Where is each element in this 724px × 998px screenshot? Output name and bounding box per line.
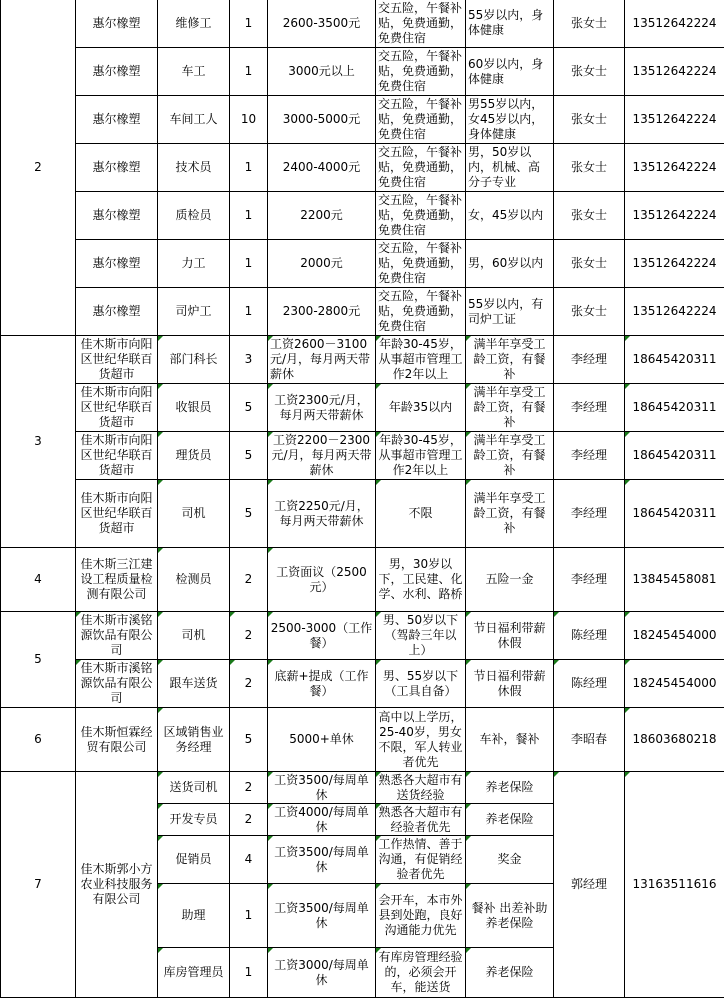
salary-cell: 底薪+提成（工作餐）	[268, 660, 376, 708]
group-number: 3	[1, 336, 76, 548]
contact-cell: 张女士	[554, 0, 625, 48]
position-cell: 区域销售业务经理	[158, 708, 230, 772]
benefit-cell: 交五险，午餐补贴，免费通勤，免费住宿	[376, 48, 466, 96]
benefit-cell: 满半年享受工龄工资，有餐补	[466, 432, 554, 480]
salary-cell: 2300-2800元	[268, 288, 376, 336]
salary-cell: 3000-5000元	[268, 96, 376, 144]
company-cell: 佳木斯郭小方农业科技服务有限公司	[76, 772, 158, 998]
salary-cell: 2000元	[268, 240, 376, 288]
company-cell: 惠尔橡塑	[76, 48, 158, 96]
position-cell: 助理	[158, 884, 230, 948]
requirement-cell: 男、50岁以下（驾龄三年以上）	[376, 612, 466, 660]
requirement-cell: 60岁以内，身体健康	[466, 48, 554, 96]
benefit-cell: 满半年享受工龄工资，有餐补	[466, 336, 554, 384]
contact-cell: 李经理	[554, 432, 625, 480]
position-cell: 库房管理员	[158, 948, 230, 998]
phone-cell: 18245454000	[625, 612, 724, 660]
phone-cell: 18245454000	[625, 660, 724, 708]
count-cell: 5	[230, 708, 268, 772]
company-cell: 佳木斯市向阳区世纪华联百货超市	[76, 480, 158, 548]
requirement-cell: 不限	[376, 480, 466, 548]
benefit-cell: 节日福利带薪休假	[466, 612, 554, 660]
benefit-cell: 养老保险	[466, 948, 554, 998]
position-cell: 力工	[158, 240, 230, 288]
salary-cell: 工资3500/每周单休	[268, 772, 376, 804]
requirement-cell: 男、55岁以下（工具自备）	[376, 660, 466, 708]
count-cell: 2	[230, 772, 268, 804]
company-cell: 佳木斯市向阳区世纪华联百货超市	[76, 336, 158, 384]
benefit-cell: 五险一金	[466, 548, 554, 612]
phone-cell: 13512642224	[625, 240, 724, 288]
phone-cell: 13512642224	[625, 192, 724, 240]
phone-cell: 18645420311	[625, 384, 724, 432]
position-cell: 车间工人	[158, 96, 230, 144]
position-cell: 部门科长	[158, 336, 230, 384]
position-cell: 车工	[158, 48, 230, 96]
requirement-cell: 有库房管理经验的，必须会开车，能送货	[376, 948, 466, 998]
salary-cell: 2400-4000元	[268, 144, 376, 192]
company-cell: 惠尔橡塑	[76, 192, 158, 240]
phone-cell: 13512642224	[625, 48, 724, 96]
benefit-cell: 养老保险	[466, 804, 554, 836]
contact-cell: 张女士	[554, 96, 625, 144]
count-cell: 10	[230, 96, 268, 144]
company-cell: 佳木斯市溪铭源饮品有限公司	[76, 612, 158, 660]
salary-cell: 工资3500/每周单休	[268, 884, 376, 948]
requirement-cell: 男55岁以内，女45岁以内，身体健康	[466, 96, 554, 144]
contact-cell: 李昭春	[554, 708, 625, 772]
phone-cell: 18645420311	[625, 480, 724, 548]
count-cell: 5	[230, 384, 268, 432]
benefit-cell: 养老保险	[466, 772, 554, 804]
contact-cell: 张女士	[554, 48, 625, 96]
salary-cell: 工资2200－2300元/月，每月两天带薪休	[268, 432, 376, 480]
position-cell: 技术员	[158, 144, 230, 192]
position-cell: 促销员	[158, 836, 230, 884]
benefit-cell: 奖金	[466, 836, 554, 884]
requirement-cell: 女，45岁以内	[466, 192, 554, 240]
requirement-cell: 年龄30-45岁，从事超市管理工作2年以上	[376, 336, 466, 384]
contact-cell: 张女士	[554, 288, 625, 336]
phone-cell: 13512642224	[625, 96, 724, 144]
count-cell: 3	[230, 336, 268, 384]
position-cell: 司机	[158, 480, 230, 548]
salary-cell: 工资3000/每周单休	[268, 948, 376, 998]
position-cell: 质检员	[158, 192, 230, 240]
phone-cell: 18645420311	[625, 432, 724, 480]
contact-cell: 张女士	[554, 192, 625, 240]
requirement-cell: 男，60岁以内	[466, 240, 554, 288]
phone-cell: 13512642224	[625, 288, 724, 336]
benefit-cell: 满半年享受工龄工资，有餐补	[466, 480, 554, 548]
salary-cell: 工资3500/每周单休	[268, 836, 376, 884]
salary-cell: 3000元以上	[268, 48, 376, 96]
company-cell: 佳木斯市向阳区世纪华联百货超市	[76, 384, 158, 432]
contact-cell: 陈经理	[554, 612, 625, 660]
salary-cell: 2600-3500元	[268, 0, 376, 48]
position-cell: 收银员	[158, 384, 230, 432]
count-cell: 1	[230, 0, 268, 48]
company-cell: 佳木斯三江建设工程质量检测有限公司	[76, 548, 158, 612]
company-cell: 惠尔橡塑	[76, 240, 158, 288]
salary-cell: 2500-3000（工作餐）	[268, 612, 376, 660]
salary-cell: 工资面议（2500元）	[268, 548, 376, 612]
count-cell: 2	[230, 804, 268, 836]
company-cell: 佳木斯恒霖经贸有限公司	[76, 708, 158, 772]
benefit-cell: 节日福利带薪休假	[466, 660, 554, 708]
company-cell: 惠尔橡塑	[76, 96, 158, 144]
benefit-cell: 交五险，午餐补贴，免费通勤，免费住宿	[376, 240, 466, 288]
position-cell: 检测员	[158, 548, 230, 612]
count-cell: 1	[230, 240, 268, 288]
position-cell: 维修工	[158, 0, 230, 48]
phone-cell: 13845458081	[625, 548, 724, 612]
group-number: 5	[1, 612, 76, 708]
requirement-cell: 男，30岁以下，工民建、化学、水利、路桥	[376, 548, 466, 612]
benefit-cell: 交五险，午餐补贴，免费通勤，免费住宿	[376, 96, 466, 144]
company-cell: 惠尔橡塑	[76, 144, 158, 192]
phone-cell: 13512642224	[625, 144, 724, 192]
phone-cell: 13163511616	[625, 772, 724, 998]
count-cell: 1	[230, 948, 268, 998]
position-cell: 跟车送货	[158, 660, 230, 708]
benefit-cell: 交五险，午餐补贴，免费通勤，免费住宿	[376, 144, 466, 192]
group-number: 4	[1, 548, 76, 612]
count-cell: 4	[230, 836, 268, 884]
contact-cell: 张女士	[554, 144, 625, 192]
requirement-cell: 55岁以内，有司炉工证	[466, 288, 554, 336]
salary-cell: 工资2300元/月，每月两天带薪休	[268, 384, 376, 432]
contact-cell: 李经理	[554, 336, 625, 384]
position-cell: 开发专员	[158, 804, 230, 836]
salary-cell: 工资4000/每周单休	[268, 804, 376, 836]
requirement-cell: 男，50岁以内，机械、高分子专业	[466, 144, 554, 192]
requirement-cell: 年龄30-45岁，从事超市管理工作2年以上	[376, 432, 466, 480]
count-cell: 5	[230, 432, 268, 480]
salary-cell: 工资2250元/月，每月两天带薪休	[268, 480, 376, 548]
benefit-cell: 交五险，午餐补贴，免费通勤，免费住宿	[376, 192, 466, 240]
contact-cell: 李经理	[554, 384, 625, 432]
requirement-cell: 年龄35以内	[376, 384, 466, 432]
company-cell: 佳木斯市向阳区世纪华联百货超市	[76, 432, 158, 480]
phone-cell: 13512642224	[625, 0, 724, 48]
company-cell: 惠尔橡塑	[76, 0, 158, 48]
count-cell: 2	[230, 612, 268, 660]
company-cell: 惠尔橡塑	[76, 288, 158, 336]
benefit-cell: 交五险，午餐补贴，免费通勤，免费住宿	[376, 288, 466, 336]
position-cell: 司机	[158, 612, 230, 660]
contact-cell: 李经理	[554, 548, 625, 612]
benefit-cell: 车补，餐补	[466, 708, 554, 772]
count-cell: 1	[230, 144, 268, 192]
group-number: 2	[1, 0, 76, 336]
group-number: 7	[1, 772, 76, 998]
count-cell: 5	[230, 480, 268, 548]
contact-cell: 郭经理	[554, 772, 625, 998]
count-cell: 1	[230, 884, 268, 948]
requirement-cell: 工作热情、善于沟通，有促销经验者优先	[376, 836, 466, 884]
position-cell: 理货员	[158, 432, 230, 480]
requirement-cell: 熟悉各大超市有经验者优先	[376, 804, 466, 836]
contact-cell: 张女士	[554, 240, 625, 288]
count-cell: 1	[230, 192, 268, 240]
requirement-cell: 55岁以内，身体健康	[466, 0, 554, 48]
salary-cell: 2200元	[268, 192, 376, 240]
company-cell: 佳木斯市溪铭源饮品有限公司	[76, 660, 158, 708]
benefit-cell: 餐补 出差补助养老保险	[466, 884, 554, 948]
group-number: 6	[1, 708, 76, 772]
contact-cell: 陈经理	[554, 660, 625, 708]
count-cell: 1	[230, 288, 268, 336]
position-cell: 送货司机	[158, 772, 230, 804]
phone-cell: 18603680218	[625, 708, 724, 772]
count-cell: 2	[230, 548, 268, 612]
requirement-cell: 高中以上学历，25-40岁，男女不限，军人转业者优先	[376, 708, 466, 772]
count-cell: 1	[230, 48, 268, 96]
salary-cell: 5000+单休	[268, 708, 376, 772]
contact-cell: 李经理	[554, 480, 625, 548]
position-cell: 司炉工	[158, 288, 230, 336]
benefit-cell: 交五险，午餐补贴，免费通勤，免费住宿	[376, 0, 466, 48]
salary-cell: 工资2600－3100元/月，每月两天带薪休	[268, 336, 376, 384]
phone-cell: 18645420311	[625, 336, 724, 384]
requirement-cell: 会开车，本市外县到处跑，良好沟通能力优先	[376, 884, 466, 948]
count-cell: 2	[230, 660, 268, 708]
requirement-cell: 熟悉各大超市有送货经验	[376, 772, 466, 804]
benefit-cell: 满半年享受工龄工资，有餐补	[466, 384, 554, 432]
